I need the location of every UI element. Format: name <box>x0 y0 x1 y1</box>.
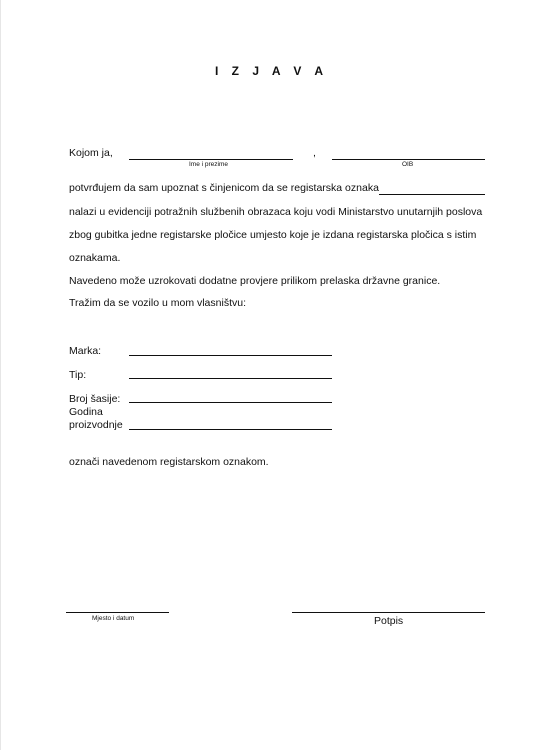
tip-field-line[interactable] <box>129 378 332 379</box>
name-caption: Ime i prezime <box>189 161 229 168</box>
paragraph-line-5: Navedeno može uzrokovati dodatne provjere prilikom prelaska državne granice. <box>69 275 441 287</box>
oib-caption: OIB <box>402 161 414 168</box>
paragraph-line-6: Tražim da se vozilo u mom vlasništvu: <box>69 297 246 309</box>
broj-sasije-field-line[interactable] <box>129 402 332 403</box>
paragraph-line-2: nalazi u evidenciji potražnih službenih obrazaca koju vodi Ministarstvo unutarnjih poslova <box>69 206 483 218</box>
signature-field-line[interactable] <box>292 612 485 613</box>
godina-proizvodnje-field-line[interactable] <box>129 429 332 430</box>
paragraph-line-4: oznakama. <box>69 252 121 264</box>
signature-caption: Potpis <box>374 615 404 627</box>
oib-field-line[interactable] <box>332 159 485 160</box>
paragraph-line-3: zbog gubitka jedne registarske pločice umjesto koje je izdana registarska pločica s istim <box>69 229 477 241</box>
paragraph-line-1: potvrđujem da sam upoznat s činjenicom da se registarska oznaka <box>69 182 379 194</box>
place-date-caption: Mjesto i datum <box>92 615 135 622</box>
kojom-ja-label: Kojom ja, <box>69 147 113 159</box>
comma-separator: , <box>313 147 316 159</box>
marka-field-line[interactable] <box>129 355 332 356</box>
marka-label: Marka: <box>69 345 102 357</box>
godina-label: Godina <box>69 406 103 418</box>
proizvodnje-label: proizvodnje <box>69 419 123 431</box>
broj-sasije-label: Broj šasije: <box>69 393 121 405</box>
place-date-field-line[interactable] <box>66 612 169 613</box>
document-title: I Z J A V A <box>214 64 328 78</box>
tip-label: Tip: <box>69 369 87 381</box>
registration-plate-field-line[interactable] <box>379 194 485 195</box>
closing-text: označi navedenom registarskom oznakom. <box>69 456 269 468</box>
name-field-line[interactable] <box>129 159 293 160</box>
